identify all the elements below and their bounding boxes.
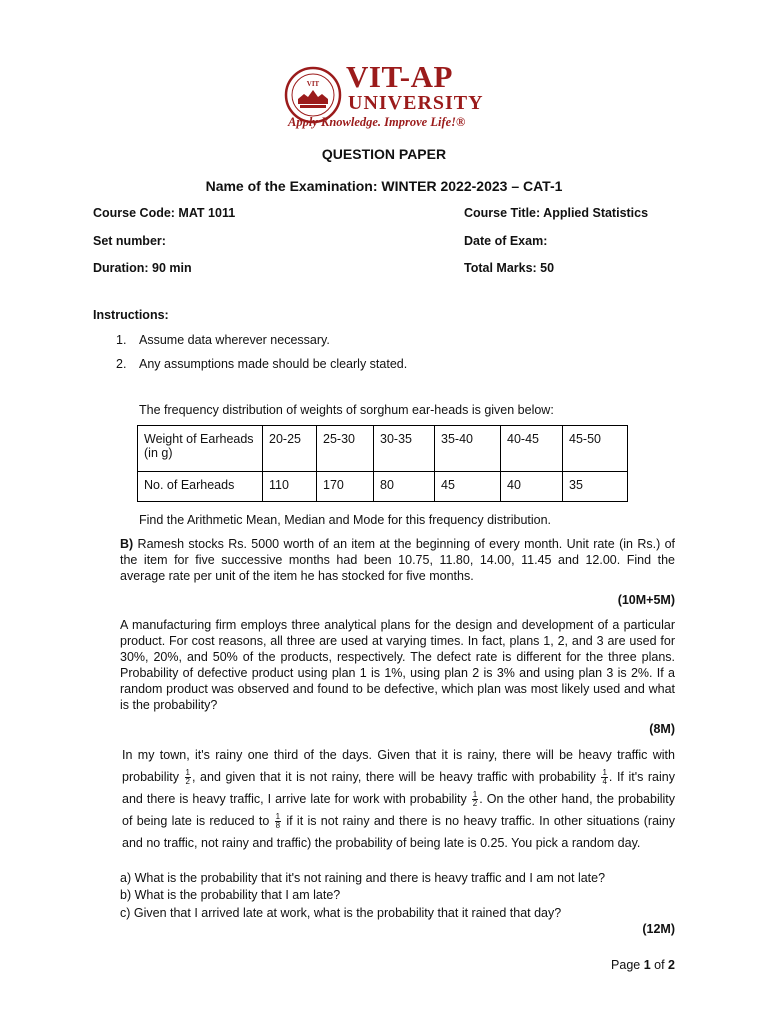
question-3-text-part: if it is not rainy and there is no heavy traffic. In other situations (rainy and no traffic, not rainy and traffic) the probability of being late is 0.25. You pick a random day. bbox=[122, 814, 676, 850]
exam-name: Name of the Examination: WINTER 2022-2023 – CAT-1 bbox=[205, 178, 563, 194]
table-cell: 80 bbox=[374, 472, 435, 502]
instruction-item: Any assumptions made should be clearly stated. bbox=[139, 357, 408, 371]
question-3-text-part: , and given that it is not rainy, there will be heavy traffic with probability bbox=[192, 770, 601, 784]
question-2-marks: (8M) bbox=[649, 722, 675, 736]
page-current: 1 bbox=[643, 958, 651, 972]
instructions-heading: Instructions: bbox=[93, 308, 169, 322]
table-row bbox=[138, 426, 628, 472]
page-of: of bbox=[650, 958, 669, 972]
fraction-numerator: 1 bbox=[472, 790, 478, 800]
page-number bbox=[560, 958, 675, 972]
page-title: QUESTION PAPER bbox=[321, 146, 447, 162]
question-1b-label: B) bbox=[120, 537, 134, 551]
table-row-label: Weight of Earheads (in g) bbox=[138, 426, 263, 472]
question-3-text-part: . If it's rainy and there is heavy traffic, I arrive late for work with probability bbox=[122, 770, 675, 806]
fraction-numerator: 1 bbox=[275, 812, 281, 822]
question-3-marks: (12M) bbox=[642, 922, 675, 936]
table-cell: 110 bbox=[263, 472, 317, 502]
table-row-label: No. of Earheads bbox=[138, 472, 263, 502]
fraction-denominator: 4 bbox=[602, 777, 607, 787]
question-1b-text: Ramesh stocks Rs. 5000 worth of an item at the beginning of every month. Unit rate (in Rs.) of the item for five successive months had been 10.75, 11.80, 14.00, 11.45 and 12.00. Find the average rate per unit of the item he has stocked for five months. bbox=[120, 537, 675, 583]
question-1-intro: The frequency distribution of weights of sorghum ear-heads is given below: bbox=[139, 403, 554, 417]
table-cell: 20-25 bbox=[263, 426, 317, 472]
date-of-exam: Date of Exam: bbox=[464, 234, 548, 248]
question-2-text: A manufacturing firm employs three analytical plans for the design and development of a particular product. For cost reasons, all three are used at varying times. In fact, plans 1, 2, and 3 are used for 30%, 20%, and 50% of the products, respectively. The defect rate is different for the three plans. Probability of defective product using plan 1 is 1%, using plan 2 is 3% and using plan 3 is 2%. If a random product was observed and found to be defective, which plan was most likely used and what is the probability? bbox=[120, 618, 675, 712]
question-1-marks: (10M+5M) bbox=[617, 593, 675, 607]
table-cell: 35 bbox=[563, 472, 628, 502]
table-cell: 45-50 bbox=[563, 426, 628, 472]
course-code: Course Code: MAT 1011 bbox=[93, 206, 236, 220]
question-3-text bbox=[122, 744, 675, 854]
table-cell: 40-45 bbox=[501, 426, 563, 472]
table-cell: 30-35 bbox=[374, 426, 435, 472]
logo-title: VIT-AP bbox=[346, 59, 453, 94]
table-cell: 40 bbox=[501, 472, 563, 502]
fraction-denominator: 2 bbox=[472, 799, 478, 809]
course-title: Course Title: Applied Statistics bbox=[464, 206, 649, 220]
question-3-text-part: In my town, it's rainy one third of the days. Given that it is rainy, there will be heavy traffic with probability bbox=[122, 748, 675, 784]
question-1b bbox=[120, 536, 675, 584]
instruction-number: 2. bbox=[116, 357, 127, 371]
fraction-one-eighth bbox=[275, 813, 281, 830]
instruction-number: 1. bbox=[116, 333, 127, 347]
table-cell: 35-40 bbox=[435, 426, 501, 472]
fraction-one-half bbox=[472, 791, 478, 808]
question-1-task: Find the Arithmetic Mean, Median and Mode for this frequency distribution. bbox=[139, 513, 552, 527]
logo-tagline: Apply Knowledge. Improve Life!® bbox=[288, 115, 466, 129]
fraction-denominator: 8 bbox=[275, 821, 281, 831]
fraction-numerator: 1 bbox=[602, 768, 607, 778]
svg-text:VIT: VIT bbox=[306, 80, 320, 88]
table-cell: 25-30 bbox=[317, 426, 374, 472]
fraction-denominator: 2 bbox=[185, 777, 190, 787]
duration: Duration: 90 min bbox=[93, 261, 192, 275]
page-total: 2 bbox=[668, 958, 675, 972]
question-3a: a) What is the probability that it's not raining and there is heavy traffic and I am not late? bbox=[120, 871, 606, 885]
question-3-text-part: . On the other hand, the probability of being late is reduced to bbox=[122, 792, 675, 828]
fraction-one-half bbox=[185, 769, 191, 786]
logo-subtitle: UNIVERSITY bbox=[348, 92, 484, 114]
total-marks: Total Marks: 50 bbox=[464, 261, 555, 275]
question-3c: c) Given that I arrived late at work, what is the probability that it rained that day? bbox=[120, 906, 562, 920]
fraction-numerator: 1 bbox=[185, 768, 190, 778]
page-label: Page bbox=[611, 958, 644, 972]
table-cell: 45 bbox=[435, 472, 501, 502]
frequency-table bbox=[137, 425, 628, 502]
instruction-item: Assume data wherever necessary. bbox=[139, 333, 330, 347]
table-row bbox=[138, 472, 628, 502]
set-number: Set number: bbox=[93, 234, 166, 248]
table-cell: 170 bbox=[317, 472, 374, 502]
fraction-one-quarter bbox=[601, 769, 607, 786]
question-3b: b) What is the probability that I am late? bbox=[120, 888, 341, 902]
university-logo bbox=[284, 60, 498, 134]
